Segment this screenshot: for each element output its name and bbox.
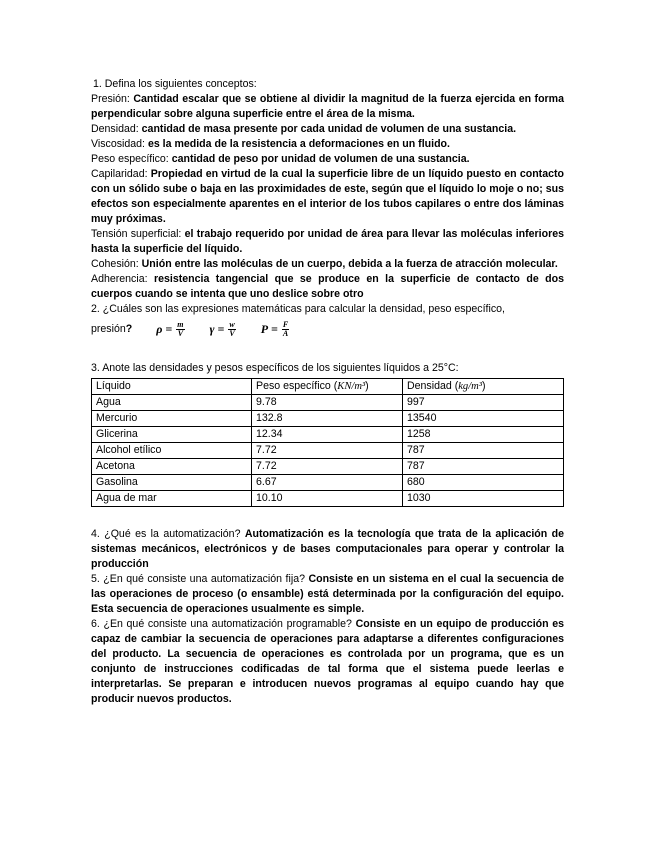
cell-liquid: Glicerina <box>92 427 252 443</box>
table-row <box>92 427 564 443</box>
cell-liquid: Alcohol etílico <box>92 443 252 459</box>
specific-weight-formula: γ = $\frac{w}{V}$ <box>209 319 235 338</box>
cell-liquid: Agua de mar <box>92 491 252 507</box>
cell-density: 13540 <box>403 411 564 427</box>
table-header-row <box>92 379 564 395</box>
cell-specific-weight: 10.10 <box>252 491 403 507</box>
definition-item <box>91 272 564 302</box>
cell-liquid: Mercurio <box>92 411 252 427</box>
definition-text: cantidad de peso por unidad de volumen de una sustancia. <box>171 153 470 165</box>
table-row <box>92 411 564 427</box>
header-specific-weight: Peso específico (KN/m³) <box>252 379 403 395</box>
definition-item <box>91 227 564 257</box>
definition-text: Propiedad en virtud de la cual la superficie libre de un líquido puesto en contacto con un sólido sube o baja en las proximidades de este, según que el líquido lo moje o no; sus efectos son especialmente aparentes en el interior de los tubos capilares o entre dos láminas muy próximas. <box>91 168 564 225</box>
cell-density: 997 <box>403 395 564 411</box>
table-row <box>92 459 564 475</box>
q6-paragraph: 6. ¿En qué consiste una automatización programable? Consiste en un equipo de producción es capaz de cambiar la secuencia de operaciones para adaptarse a diferentes configuraciones del producto. La secuencia de operaciones es controlada por un programa, que es un conjunto de instrucciones codificadas de tal forma que el sistema puede leerlas e interpretarlas. Se preparan e introducen nuevos programas al equipo cuando hay que producir nuevos productos. <box>91 618 564 705</box>
cell-liquid: Gasolina <box>92 475 252 491</box>
definition-item <box>91 122 564 137</box>
definition-term: Densidad: <box>91 123 142 135</box>
cell-density: 787 <box>403 443 564 459</box>
cell-specific-weight: 7.72 <box>252 459 403 475</box>
cell-specific-weight: 9.78 <box>252 395 403 411</box>
document-page <box>91 77 564 707</box>
definition-text: Cantidad escalar que se obtiene al dividir la magnitud de la fuerza ejercida en forma perpendicular sobre alguna superficie entre el área de la misma. <box>91 93 564 120</box>
presion-label: presión? <box>91 322 133 335</box>
definition-text: resistencia tangencial que se produce en la superficie de contacto de dos cuerpos cuando se intenta que uno deslice sobre otro <box>91 273 564 300</box>
liquids-table <box>91 378 564 507</box>
definition-term: Tensión superficial: <box>91 228 185 240</box>
q1-heading: 1. Defina los siguientes conceptos: <box>93 78 257 90</box>
header-liquid: Líquido <box>92 379 252 395</box>
table-row <box>92 491 564 507</box>
cell-density: 787 <box>403 459 564 475</box>
definition-term: Cohesión: <box>91 258 142 270</box>
definition-item <box>91 167 564 227</box>
definition-item <box>91 137 564 152</box>
q2-question: 2. ¿Cuáles son las expresiones matemáticas para calcular la densidad, peso específico, <box>91 303 505 315</box>
definition-item <box>91 257 564 272</box>
definitions-list <box>91 92 564 302</box>
definition-term: Presión: <box>91 93 134 105</box>
cell-liquid: Acetona <box>92 459 252 475</box>
q4-paragraph: 4. ¿Qué es la automatización? Automatización es la tecnología que trata de la aplicación de sistemas mecánicos, electrónicos y de bases computacionales para operar y controlar la producción <box>91 528 564 570</box>
definition-text: es la medida de la resistencia a deformaciones en un fluido. <box>147 138 450 150</box>
cell-density: 680 <box>403 475 564 491</box>
cell-specific-weight: 132.8 <box>252 411 403 427</box>
q3-question: 3. Anote las densidades y pesos específicos de los siguientes líquidos a 25°C: <box>91 362 459 374</box>
definition-term: Viscosidad: <box>91 138 148 150</box>
definition-text: Unión entre las moléculas de un cuerpo, debida a la fuerza de atracción molecular. <box>141 258 558 270</box>
definition-text: cantidad de masa presente por cada unidad de volumen de una sustancia. <box>141 123 517 135</box>
formulas-row <box>91 319 564 339</box>
cell-specific-weight: 6.67 <box>252 475 403 491</box>
cell-density: 1030 <box>403 491 564 507</box>
cell-liquid: Agua <box>92 395 252 411</box>
cell-density: 1258 <box>403 427 564 443</box>
table-row <box>92 443 564 459</box>
table-row <box>92 395 564 411</box>
definition-term: Adherencia: <box>91 273 154 285</box>
cell-specific-weight: 12.34 <box>252 427 403 443</box>
definition-term: Peso específico: <box>91 153 172 165</box>
definition-item <box>91 152 564 167</box>
cell-specific-weight: 7.72 <box>252 443 403 459</box>
q5-paragraph: 5. ¿En qué consiste una automatización fija? Consiste en un sistema en el cual la secuencia de las operaciones de proceso (o ensamble) está determinada por la configuración del equipo. Esta secuencia de operaciones usualmente es simple. <box>91 573 564 615</box>
table-row <box>92 475 564 491</box>
pressure-formula: P = $\frac{F}{A}$ <box>260 319 289 338</box>
definition-term: Capilaridad: <box>91 168 151 180</box>
definition-text: el trabajo requerido por unidad de área para llevar las moléculas inferiores hasta la superficie del líquido. <box>91 228 564 255</box>
density-formula: ρ = $\frac{m}{V}$ <box>156 319 184 338</box>
definition-item <box>91 92 564 122</box>
header-density: Densidad (kg/m³) <box>403 379 564 395</box>
